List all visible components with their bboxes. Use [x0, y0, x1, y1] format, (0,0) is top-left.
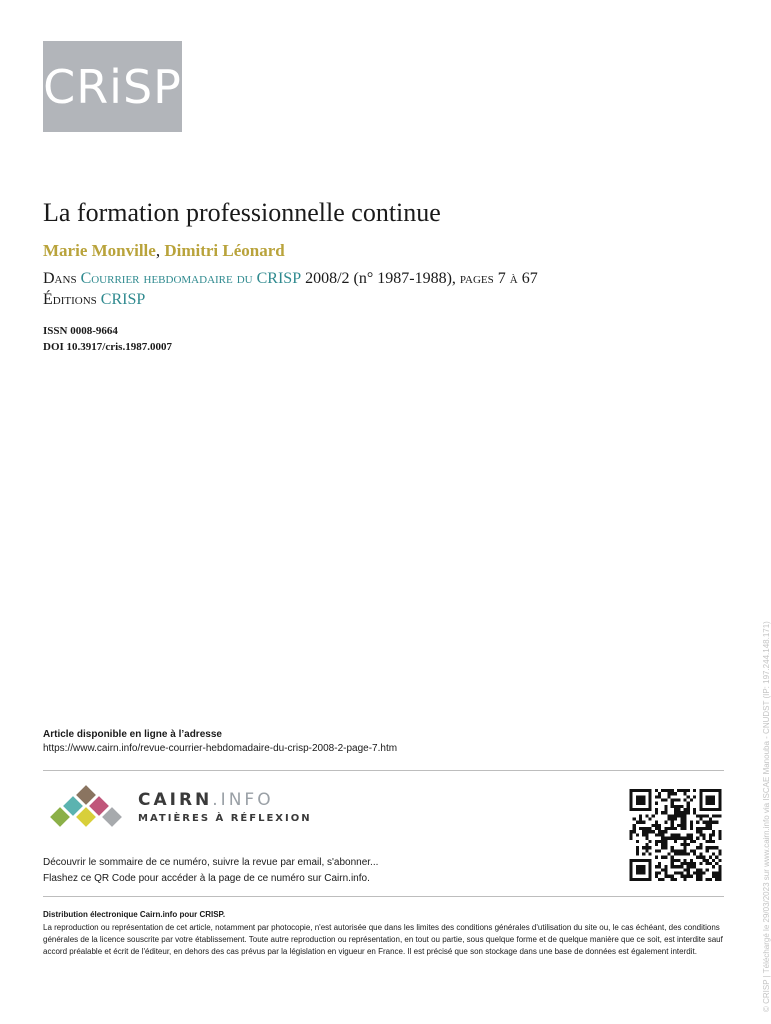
pages-info: , pages 7 à 67: [451, 270, 538, 287]
cairn-tagline: MATIÈRES À RÉFLEXION: [138, 813, 312, 824]
distribution-notice: La reproduction ou représentation de cet article, notamment par photocopie, n'est autorisée que dans les limites des conditions générales d'utilisation du site ou, le cas échéant, des conditions générales de la licence souscrite par votre établissement. Toute autre reproduction ou représentation, en tout ou partie, sous quelque forme et de quelque manière que ce soit, est interdite sauf accord préalable et écrit de l'éditeur, en dehors des cas prévus par la législation en vigueur en France. Il est précisé que son stockage dans une base de données est également interdit.: [43, 923, 723, 956]
dans-label: Dans: [43, 270, 77, 287]
discover-line: Flashez ce QR Code pour accéder à la page de ce numéro sur Cairn.info.: [43, 873, 370, 884]
cairn-wordmark: CAIRN.INFO: [138, 790, 274, 810]
crisp-logo-text: CRiSP: [43, 59, 182, 114]
editions-line: [43, 291, 145, 309]
author-separator: ,: [155, 241, 161, 260]
distribution-title: Distribution électronique Cairn.info pour CRISP.: [43, 910, 226, 919]
editions-label: Éditions: [43, 291, 97, 308]
discover-text: [43, 855, 378, 887]
publication-line: [43, 270, 538, 288]
discover-line: Découvrir le sommaire de ce numéro, suivre la revue par email, s'abonner...: [43, 857, 379, 868]
issue-info: 2008/2 (n° 1987-1988): [305, 270, 452, 287]
cairn-logo-icon: [43, 784, 133, 838]
author-link[interactable]: Marie Monville: [43, 241, 156, 260]
authors: [43, 241, 285, 261]
author-link[interactable]: Dimitri Léonard: [164, 241, 285, 260]
divider: [43, 896, 724, 897]
download-watermark: © CRISP | Téléchargé le 29/03/2023 sur www.cairn.info via ISCAE Manouba - CNUDST (IP: 197.244.148.171): [762, 621, 771, 1012]
crisp-logo: [43, 41, 182, 132]
doi: DOI 10.3917/cris.1987.0007: [43, 341, 172, 353]
qr-code-icon[interactable]: [627, 789, 724, 881]
editions-link[interactable]: CRISP: [100, 291, 146, 308]
availability-label: Article disponible en ligne à l’adresse: [43, 729, 222, 740]
article-url[interactable]: https://www.cairn.info/revue-courrier-hebdomadaire-du-crisp-2008-2-page-7.htm: [43, 743, 398, 754]
journal-link[interactable]: Courrier hebdomadaire du CRISP: [80, 270, 302, 287]
article-title: La formation professionnelle continue: [43, 198, 441, 227]
divider: [43, 770, 724, 771]
issn: ISSN 0008-9664: [43, 325, 118, 337]
